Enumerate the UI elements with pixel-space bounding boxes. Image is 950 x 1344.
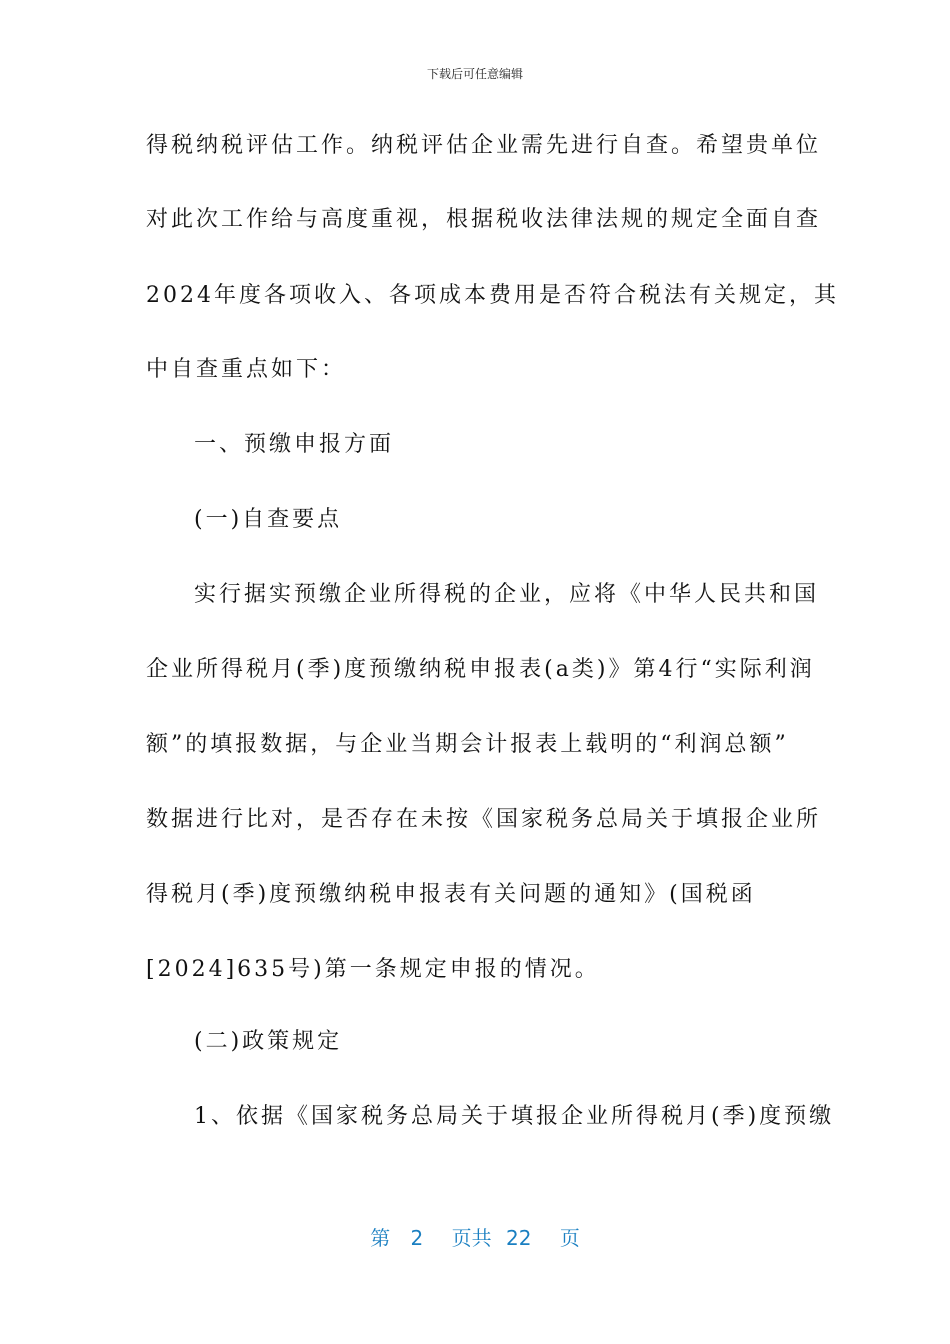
footer-page-prefix: 第: [370, 1226, 391, 1250]
subsection-heading-1: (一)自查要点: [194, 507, 343, 532]
header-note: 下载后可任意编辑: [426, 67, 523, 81]
body-line-2: 对此次工作给与高度重视，根据税收法律法规的规定全面自查: [146, 207, 822, 232]
body-line-7: 实行据实预缴企业所得税的企业，应将《中华人民共和国: [194, 582, 820, 607]
subsection-heading-2: (二)政策规定: [194, 1029, 343, 1054]
body-line-9: 额”的填报数据，与企业当期会计报表上载明的“利润总额”: [146, 732, 789, 757]
section-heading-1: 一、预缴申报方面: [194, 432, 395, 457]
body-line-10: 数据进行比对，是否存在未按《国家税务总局关于填报企业所: [146, 807, 822, 832]
body-line-8: 企业所得税月(季)度预缴纳税申报表(a类)》第4行“实际利润: [146, 657, 815, 682]
body-line-12: [2024]635号)第一条规定申报的情况。: [146, 957, 600, 982]
body-line-4: 中自查重点如下：: [146, 357, 347, 382]
body-line-14: 1、依据《国家税务总局关于填报企业所得税月(季)度预缴: [194, 1104, 835, 1129]
body-line-11: 得税月(季)度预缴纳税申报表有关问题的通知》(国税函: [146, 882, 756, 907]
footer-page-current: 2: [410, 1226, 424, 1250]
footer-page-suffix: 页: [559, 1226, 580, 1250]
footer-page-total: 22: [506, 1226, 532, 1250]
footer-page-middle: 页共: [451, 1226, 492, 1250]
body-line-1: 得税纳税评估工作。纳税评估企业需先进行自查。希望贵单位: [146, 133, 822, 158]
page-footer: [0, 1224, 950, 1252]
body-line-3: 2024年度各项收入、各项成本费用是否符合税法有关规定，其: [146, 283, 839, 308]
